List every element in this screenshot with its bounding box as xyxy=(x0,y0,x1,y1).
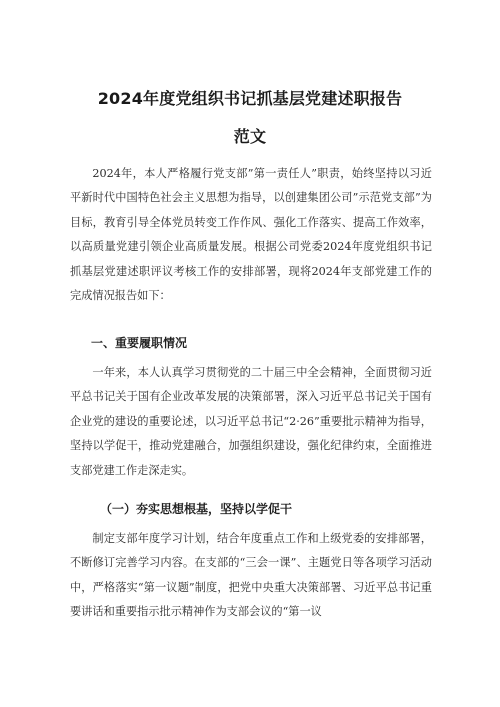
subsection-heading-1: （一）夯实思想根基，坚持以学促干 xyxy=(100,502,293,516)
section-1-paragraph: 一年来，本人认真学习贯彻党的二十届三中全会精神，全面贯彻习近平总书记关于国有企业改革发展的决策部署，深入习近平总书记关于国有企业党的建设的重要论述，以习近平总书记“2·26”重要批示精神为指导，坚持以学促干，推动党建融合，加强组织建设，强化纪律约束，全面推进支部党建工作走深走实。 xyxy=(70,366,432,477)
subsection-1-paragraph: 制定支部年度学习计划，结合年度重点工作和上级党委的安排部署，不断修订完善学习内容。在支部的“三会一课”、主题党日等各项学习活动中，严格落实“第一议题”制度，把党中央重大决策部署、习近平总书记重要讲话和重要指示批示精神作为支部会议的“第一议 xyxy=(70,532,432,619)
intro-paragraph: 2024年，本人严格履行党支部”第一责任人”职责，始终坚持以习近平新时代中国特色社会主义思想为指导，以创建集团公司”示范党支部”为目标，教育引导全体党员转变工作作风、强化工作落实、提高工作效率，以高质量党建引领企业高质量发展。根据公司党委2024年度党组织书记抓基层党建述职评议考核工作的安排部署，现将2024年支部党建工作的完成情况报告如下： xyxy=(70,167,432,303)
document-title: 2024年度党组织书记抓基层党建述职报告 xyxy=(97,89,403,108)
document-title-continued: 范文 xyxy=(233,127,267,146)
section-heading-1: 一、重要履职情况 xyxy=(91,336,188,350)
